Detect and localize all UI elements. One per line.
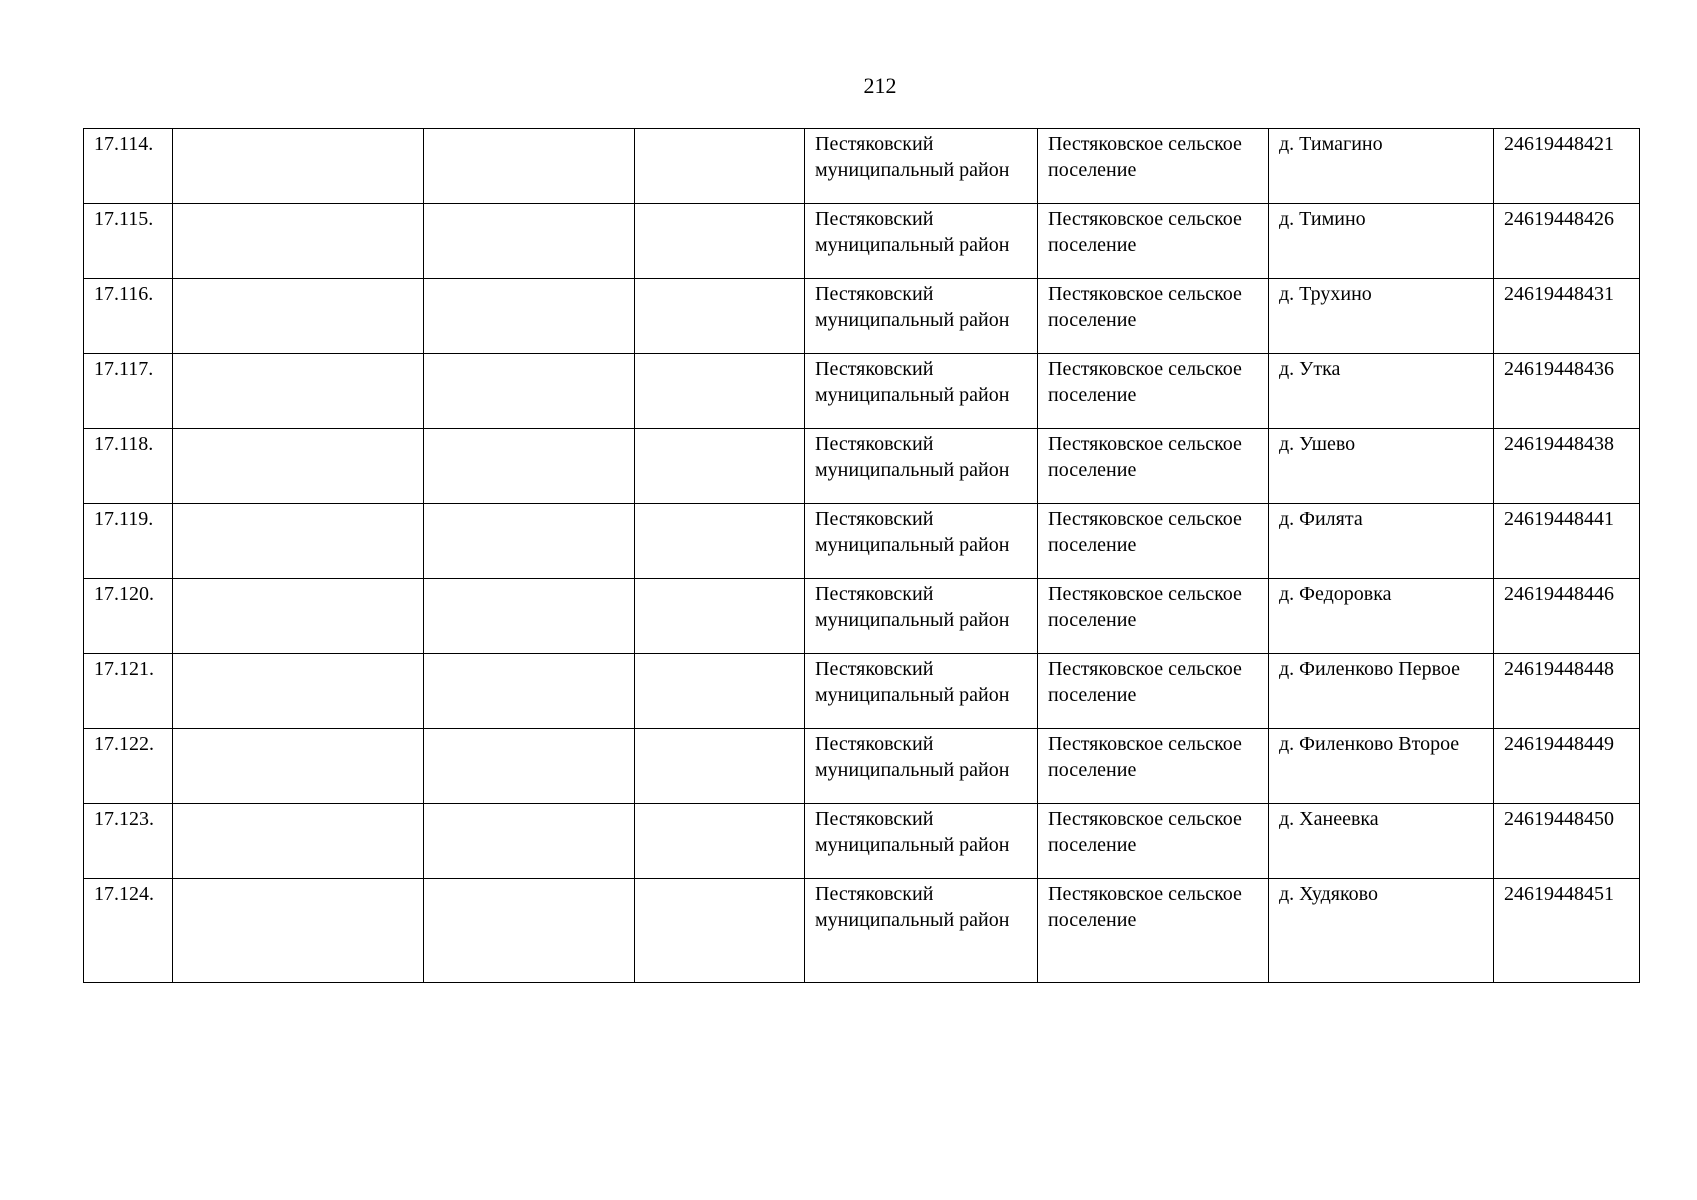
district-cell: Пестяковский муниципальный район (805, 729, 1038, 804)
settlement-cell: Пестяковское сельское поселение (1038, 504, 1269, 579)
empty-cell (173, 279, 424, 354)
row-number-cell: 17.114. (84, 129, 173, 204)
empty-cell (424, 354, 635, 429)
district-cell: Пестяковский муниципальный район (805, 654, 1038, 729)
registry-table-body (84, 129, 1640, 983)
table-row (84, 654, 1640, 729)
empty-cell (635, 804, 805, 879)
row-number-cell: 17.119. (84, 504, 173, 579)
table-row (84, 279, 1640, 354)
empty-cell (635, 504, 805, 579)
locality-cell: д. Тимагино (1269, 129, 1494, 204)
district-cell: Пестяковский муниципальный район (805, 129, 1038, 204)
empty-cell (173, 729, 424, 804)
table-row (84, 129, 1640, 204)
table-row (84, 204, 1640, 279)
settlement-cell: Пестяковское сельское поселение (1038, 129, 1269, 204)
empty-cell (424, 504, 635, 579)
empty-cell (424, 729, 635, 804)
settlement-cell: Пестяковское сельское поселение (1038, 279, 1269, 354)
empty-cell (173, 429, 424, 504)
code-cell: 24619448446 (1494, 579, 1640, 654)
locality-cell: д. Тимино (1269, 204, 1494, 279)
district-cell: Пестяковский муниципальный район (805, 579, 1038, 654)
code-cell: 24619448421 (1494, 129, 1640, 204)
empty-cell (173, 579, 424, 654)
settlement-cell: Пестяковское сельское поселение (1038, 579, 1269, 654)
row-number-cell: 17.118. (84, 429, 173, 504)
empty-cell (173, 204, 424, 279)
row-number-cell: 17.120. (84, 579, 173, 654)
empty-cell (635, 654, 805, 729)
empty-cell (173, 504, 424, 579)
registry-table (83, 128, 1640, 983)
code-cell: 24619448449 (1494, 729, 1640, 804)
empty-cell (424, 279, 635, 354)
locality-cell: д. Утка (1269, 354, 1494, 429)
row-number-cell: 17.124. (84, 879, 173, 983)
empty-cell (173, 879, 424, 983)
empty-cell (424, 804, 635, 879)
empty-cell (424, 879, 635, 983)
empty-cell (424, 429, 635, 504)
district-cell: Пестяковский муниципальный район (805, 804, 1038, 879)
empty-cell (635, 204, 805, 279)
settlement-cell: Пестяковское сельское поселение (1038, 879, 1269, 983)
empty-cell (424, 579, 635, 654)
row-number-cell: 17.123. (84, 804, 173, 879)
empty-cell (173, 129, 424, 204)
settlement-cell: Пестяковское сельское поселение (1038, 729, 1269, 804)
row-number-cell: 17.121. (84, 654, 173, 729)
code-cell: 24619448448 (1494, 654, 1640, 729)
settlement-cell: Пестяковское сельское поселение (1038, 204, 1269, 279)
settlement-cell: Пестяковское сельское поселение (1038, 429, 1269, 504)
locality-cell: д. Ханеевка (1269, 804, 1494, 879)
code-cell: 24619448450 (1494, 804, 1640, 879)
table-row (84, 429, 1640, 504)
empty-cell (635, 579, 805, 654)
page-number: 212 (863, 73, 897, 98)
table-row (84, 354, 1640, 429)
table-row (84, 729, 1640, 804)
settlement-cell: Пестяковское сельское поселение (1038, 804, 1269, 879)
locality-cell: д. Федоровка (1269, 579, 1494, 654)
district-cell: Пестяковский муниципальный район (805, 504, 1038, 579)
table-row (84, 804, 1640, 879)
row-number-cell: 17.116. (84, 279, 173, 354)
district-cell: Пестяковский муниципальный район (805, 279, 1038, 354)
table-row (84, 579, 1640, 654)
row-number-cell: 17.122. (84, 729, 173, 804)
empty-cell (173, 804, 424, 879)
code-cell: 24619448451 (1494, 879, 1640, 983)
district-cell: Пестяковский муниципальный район (805, 879, 1038, 983)
row-number-cell: 17.117. (84, 354, 173, 429)
empty-cell (635, 279, 805, 354)
empty-cell (635, 354, 805, 429)
code-cell: 24619448436 (1494, 354, 1640, 429)
locality-cell: д. Худяково (1269, 879, 1494, 983)
locality-cell: д. Ушево (1269, 429, 1494, 504)
row-number-cell: 17.115. (84, 204, 173, 279)
district-cell: Пестяковский муниципальный район (805, 354, 1038, 429)
table-row (84, 504, 1640, 579)
empty-cell (173, 354, 424, 429)
empty-cell (424, 204, 635, 279)
locality-cell: д. Филенково Второе (1269, 729, 1494, 804)
empty-cell (635, 729, 805, 804)
empty-cell (424, 654, 635, 729)
code-cell: 24619448441 (1494, 504, 1640, 579)
district-cell: Пестяковский муниципальный район (805, 429, 1038, 504)
code-cell: 24619448438 (1494, 429, 1640, 504)
empty-cell (635, 129, 805, 204)
settlement-cell: Пестяковское сельское поселение (1038, 654, 1269, 729)
code-cell: 24619448426 (1494, 204, 1640, 279)
table-row (84, 879, 1640, 983)
empty-cell (635, 429, 805, 504)
empty-cell (424, 129, 635, 204)
settlement-cell: Пестяковское сельское поселение (1038, 354, 1269, 429)
district-cell: Пестяковский муниципальный район (805, 204, 1038, 279)
locality-cell: д. Трухино (1269, 279, 1494, 354)
code-cell: 24619448431 (1494, 279, 1640, 354)
locality-cell: д. Филята (1269, 504, 1494, 579)
empty-cell (173, 654, 424, 729)
locality-cell: д. Филенково Первое (1269, 654, 1494, 729)
empty-cell (635, 879, 805, 983)
